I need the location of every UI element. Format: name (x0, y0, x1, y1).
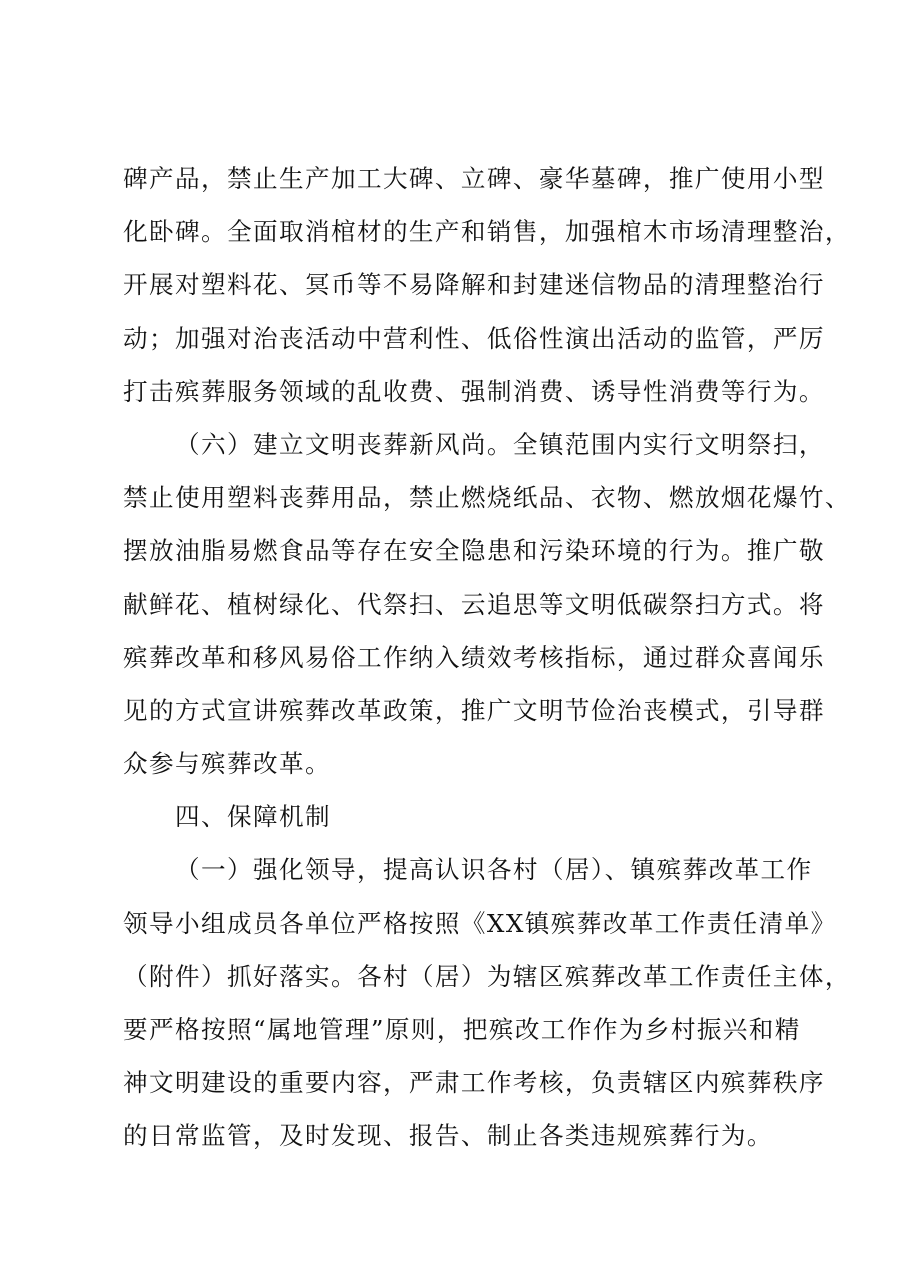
text-line: 打击殡葬服务领域的乱收费、强制消费、诱导性消费等行为。 (123, 376, 825, 406)
text-line: 神文明建设的重要内容，严肃工作考核，负责辖区内殡葬秩序 (123, 1068, 825, 1098)
text-line: 化卧碑。全面取消棺材的生产和销售，加强棺木市场清理整治， (123, 217, 851, 247)
text-line: 殡葬改革和移风易俗工作纳入绩效考核指标，通过群众喜闻乐 (123, 642, 825, 672)
text-line: 动；加强对治丧活动中营利性、低俗性演出活动的监管，严厉 (123, 323, 825, 353)
paragraph-civilized-funeral (123, 418, 851, 790)
text-line: 开展对塑料花、冥币等不易降解和封建迷信物品的清理整治行 (123, 270, 825, 300)
text-line: 的日常监管，及时发现、报告、制止各类违规殡葬行为。 (123, 1121, 773, 1151)
text-line: 禁止使用塑料丧葬用品，禁止燃烧纸品、衣物、燃放烟花爆竹、 (123, 483, 851, 513)
text-line: 见的方式宣讲殡葬改革政策，推广文明节俭治丧模式，引导群 (123, 695, 825, 725)
text-line: 要严格按照“属地管理”原则，把殡改工作作为乡村振兴和精 (123, 1015, 801, 1044)
text-line: 众参与殡葬改革。 (123, 749, 331, 779)
text-line: 领导小组成员各单位严格按照《XX镇殡葬改革工作责任清单》 (123, 908, 837, 938)
section-heading: 四、保障机制 (175, 802, 331, 832)
text-line: 献鲜花、植树绿化、代祭扫、云追思等文明低碳祭扫方式。将 (123, 589, 825, 619)
paragraph-leadership (123, 843, 851, 1162)
text-line: 碑产品，禁止生产加工大碑、立碑、豪华墓碑，推广使用小型 (123, 164, 825, 193)
paragraph-continued (123, 152, 851, 418)
text-line: （附件）抓好落实。各村（居）为辖区殡葬改革工作责任主体， (123, 961, 851, 991)
text-line: （六）建立文明丧葬新风尚。全镇范围内实行文明祭扫， (175, 429, 825, 459)
document-body (123, 152, 851, 1163)
text-line: 摆放油脂易燃食品等存在安全隐患和污染环境的行为。推广敬 (123, 536, 825, 566)
text-line: （一）强化领导，提高认识各村（居）、镇殡葬改革工作 (175, 855, 813, 885)
